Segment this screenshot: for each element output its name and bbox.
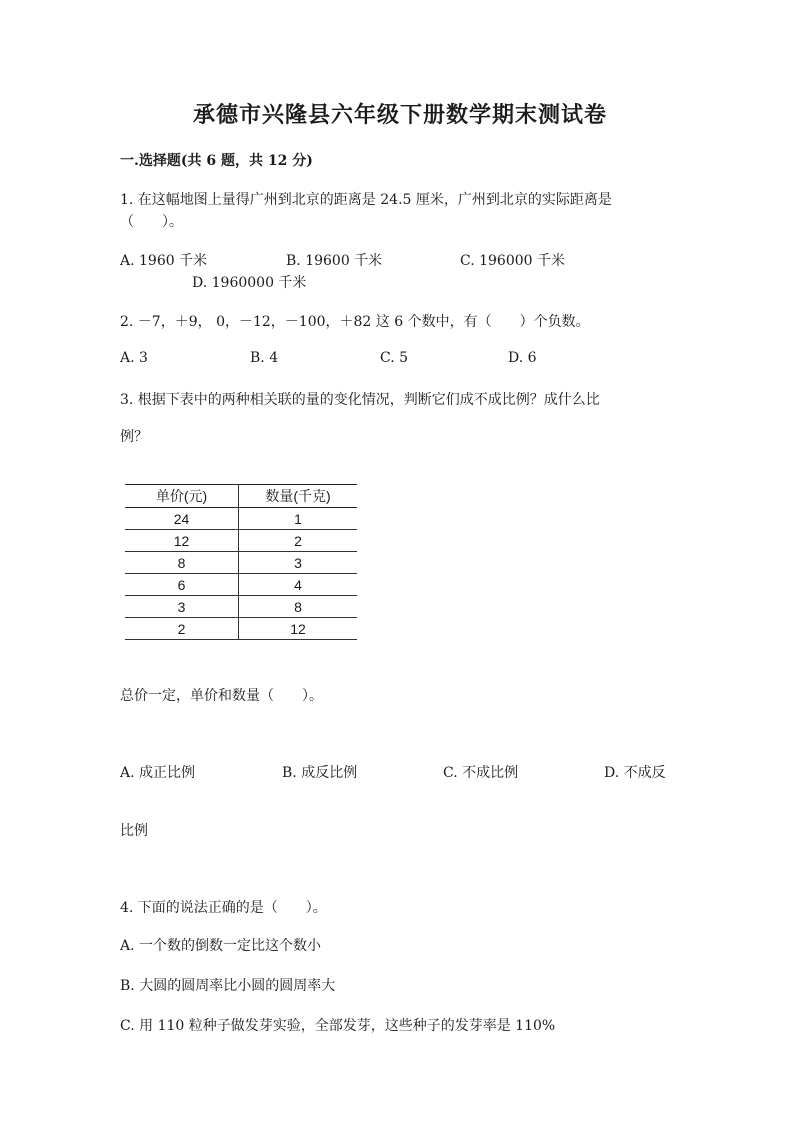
question-3-prompt: 总价一定，单价和数量（ ）。: [120, 688, 323, 704]
table-cell: 8: [125, 552, 239, 574]
question-2-text: 2. －7，＋9， 0，－12，－100，＋82 这 6 个数中，有（ ）个负数。: [120, 314, 590, 330]
table-header-unit-price: 单价(元): [125, 485, 239, 508]
question-4-option-b: B. 大圆的圆周率比小圆的圆周率大: [120, 978, 336, 994]
table-row: [125, 552, 357, 574]
table-cell: 1: [239, 508, 358, 530]
table-cell: 2: [125, 618, 239, 640]
table-cell: 12: [239, 618, 358, 640]
table-row: [125, 508, 357, 530]
question-2-option-c: C. 5: [380, 350, 409, 366]
table-cell: 24: [125, 508, 239, 530]
question-1-option-b: B. 19600 千米: [286, 253, 383, 269]
section-heading: 一.选择题(共 6 题，共 12 分): [120, 153, 313, 169]
question-2-option-a: A. 3: [120, 350, 148, 366]
table-row: [125, 618, 357, 640]
table-cell: 4: [239, 574, 358, 596]
question-2-option-b: B. 4: [250, 350, 279, 366]
question-1-text-cont: （ ）。: [120, 214, 183, 230]
question-3-option-d-cont: 比例: [120, 823, 148, 839]
question-3-option-c: C. 不成比例: [443, 765, 519, 781]
question-2-option-d: D. 6: [508, 350, 537, 366]
table-cell: 6: [125, 574, 239, 596]
question-1-option-a: A. 1960 千米: [120, 253, 208, 269]
table-row: [125, 596, 357, 618]
table-header-row: [125, 485, 357, 508]
question-3-option-d: D. 不成反: [604, 765, 666, 781]
question-3-text: 3. 根据下表中的两种相关联的量的变化情况，判断它们成不成比例？成什么比: [120, 392, 600, 408]
page-title: 承德市兴隆县六年级下册数学期末测试卷: [192, 102, 607, 128]
question-3-text-cont: 例？: [120, 429, 148, 445]
table-cell: 12: [125, 530, 239, 552]
question-4-option-c: C. 用 110 粒种子做发芽实验，全部发芽，这些种子的发芽率是 110%: [120, 1018, 556, 1034]
question-3-option-a: A. 成正比例: [120, 765, 196, 781]
table-cell: 3: [239, 552, 358, 574]
question-4-text: 4. 下面的说法正确的是（ ）。: [120, 900, 327, 916]
table-cell: 3: [125, 596, 239, 618]
question-4-option-a: A. 一个数的倒数一定比这个数小: [120, 938, 322, 954]
table-header-quantity: 数量(千克): [239, 485, 358, 508]
question-1-text: 1. 在这幅地图上量得广州到北京的距离是 24.5 厘米，广州到北京的实际距离是: [120, 192, 612, 208]
table-cell: 8: [239, 596, 358, 618]
table-cell: 2: [239, 530, 358, 552]
table-row: [125, 530, 357, 552]
question-1-option-d: D. 1960000 千米: [192, 275, 307, 291]
table-row: [125, 574, 357, 596]
question-3-option-b: B. 成反比例: [282, 765, 358, 781]
question-1-option-c: C. 196000 千米: [460, 253, 566, 269]
price-quantity-table: [125, 484, 357, 640]
